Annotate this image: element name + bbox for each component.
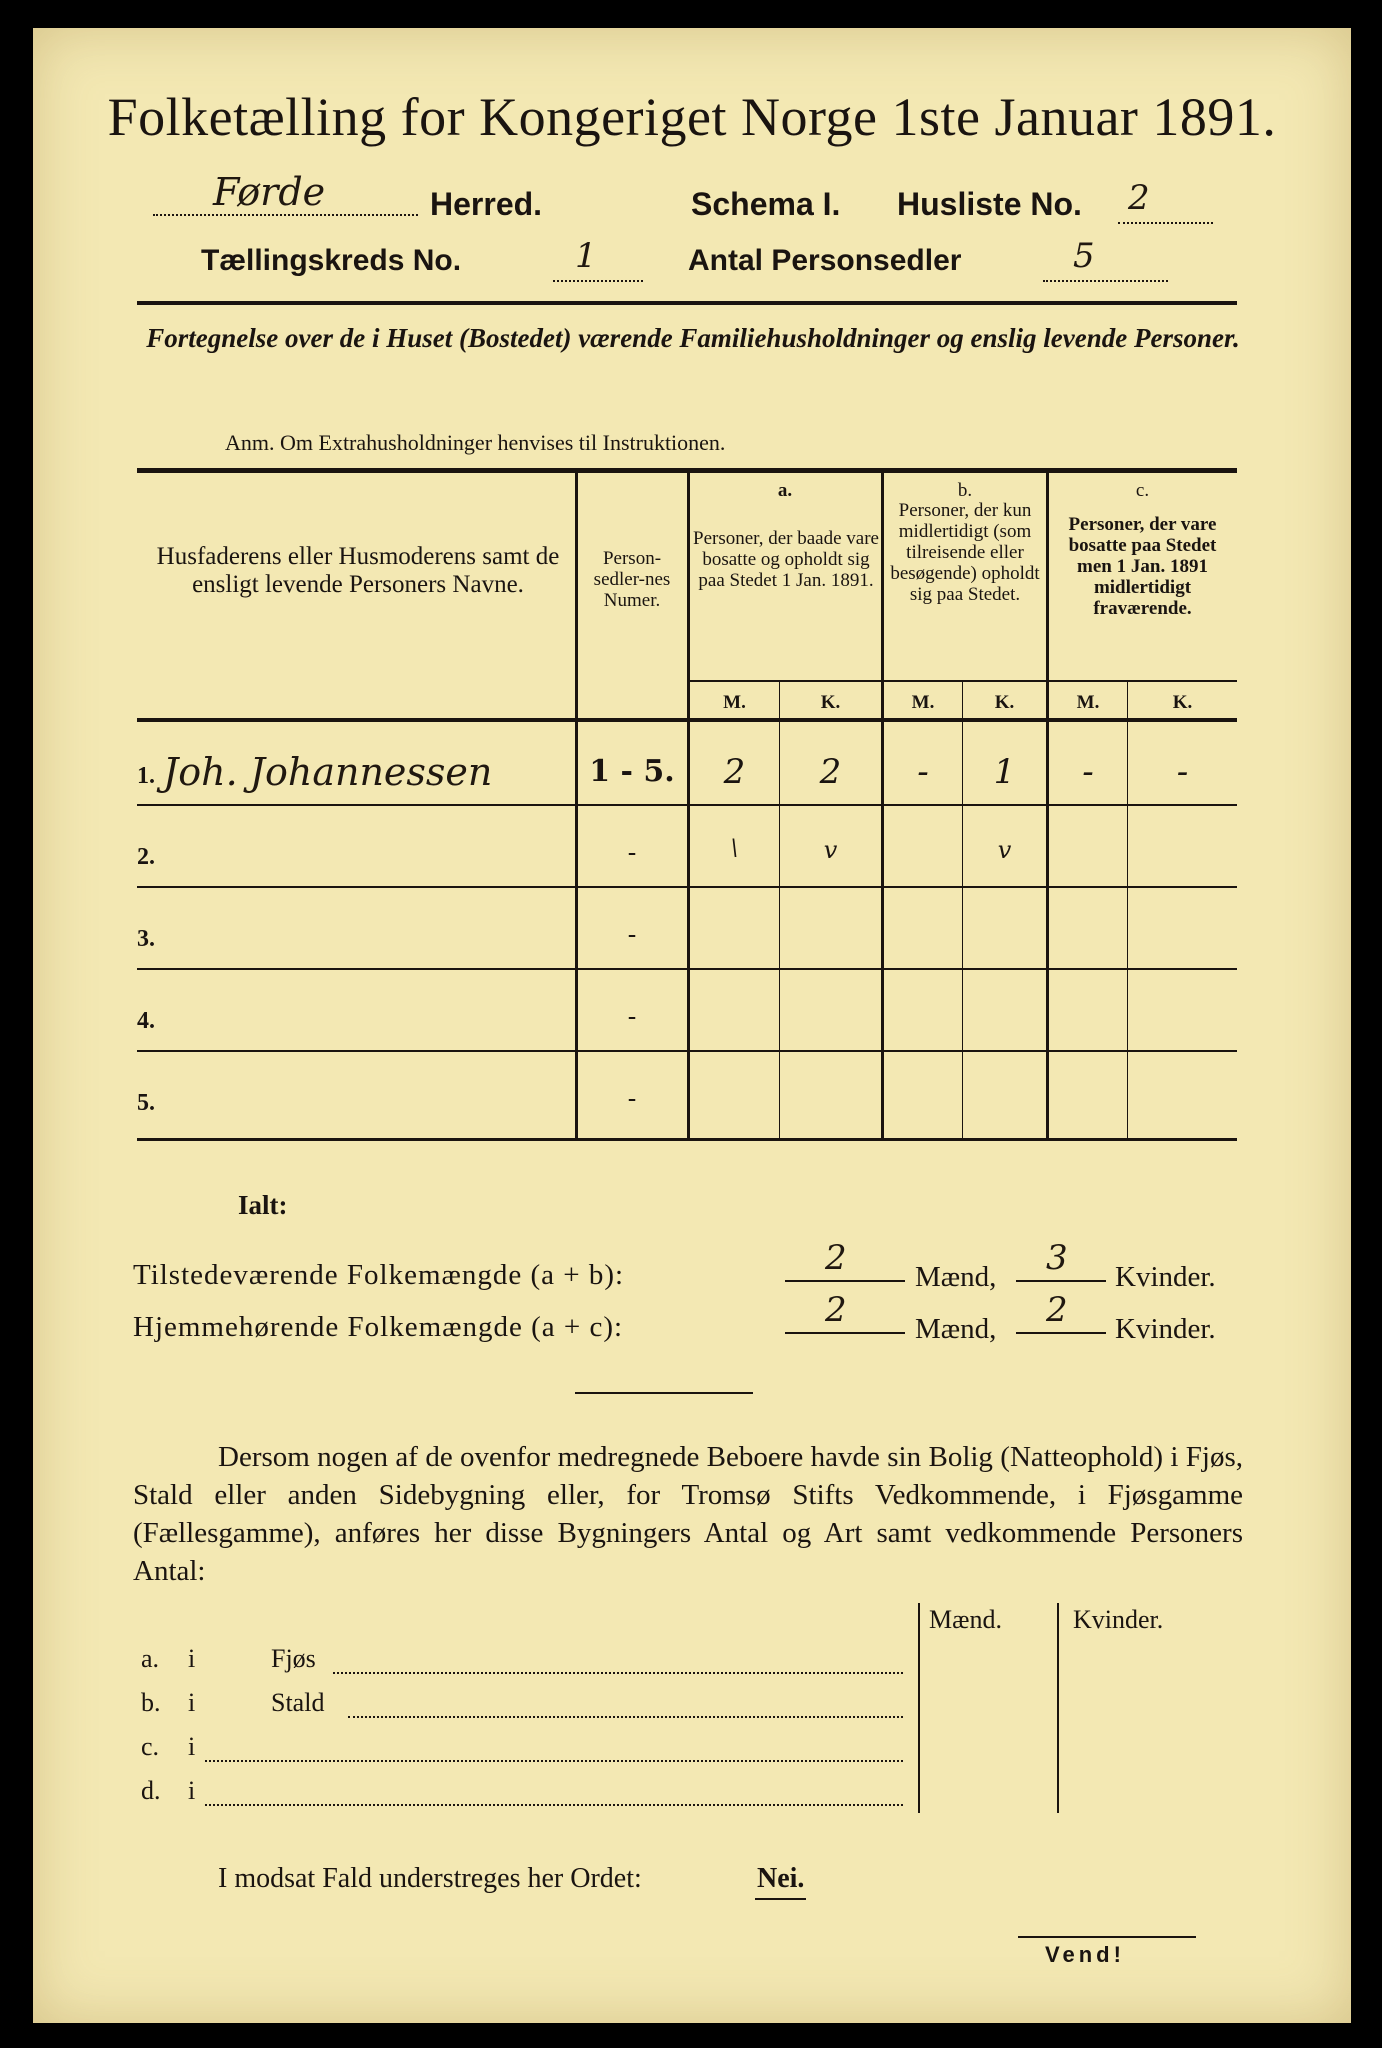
row-number: 2. xyxy=(137,844,155,870)
row-c-k: - xyxy=(1176,752,1189,792)
building-dots xyxy=(333,1648,903,1674)
building-i: i xyxy=(188,1644,196,1673)
b-m-header: M. xyxy=(911,692,935,713)
col-num-header: Person-sedler-nes Numer. xyxy=(593,548,671,611)
mk-rule xyxy=(687,680,1237,682)
col-divider xyxy=(779,680,780,1138)
vend-rule xyxy=(1018,1936,1196,1938)
herred-field xyxy=(153,170,418,216)
col-a-letter: a. xyxy=(777,480,793,501)
building-dots xyxy=(348,1692,903,1718)
a-m-header: M. xyxy=(723,692,746,713)
row-number: 5. xyxy=(137,1090,155,1116)
col-divider xyxy=(962,680,963,1138)
dersom-paragraph: Dersom nogen af de ovenfor medregnede Beboere havde sin Bolig (Natteophold) i Fjøs, Stald eller anden Sidebygning eller, for Tromsø Stifts Vedkommende, i Fjøsgamme (Fællesgamme), anføres her disse Bygningers Antal og Art samt vedkommende Personers Antal: xyxy=(133,1441,1243,1587)
row-c-m: - xyxy=(1082,752,1094,792)
antal-field xyxy=(1043,236,1168,282)
husliste-label: Husliste No. xyxy=(897,186,1082,222)
hjemme-kvinder-field xyxy=(1016,1290,1106,1334)
row-rule xyxy=(137,1050,1237,1052)
row-rule xyxy=(137,886,1237,888)
tilstede-maend-word: Mænd, xyxy=(915,1261,997,1293)
husliste-field xyxy=(1118,178,1213,224)
tilstede-kvinder-word: Kvinder. xyxy=(1115,1261,1216,1293)
tilstede-label: Tilstedeværende Folkemængde (a + b): xyxy=(133,1259,625,1291)
row-b-k: v xyxy=(997,836,1012,864)
row-persnum: - xyxy=(627,1002,637,1032)
building-letter: b. xyxy=(141,1688,161,1717)
a-k-header: K. xyxy=(820,692,841,713)
building-letter: c. xyxy=(141,1732,160,1761)
b-k-header: K. xyxy=(994,692,1015,713)
col-b-header: Personer, der kun midlertidigt (som tilreisende eller besøgende) opholdt sig paa Stedet. xyxy=(890,500,1040,605)
herred-label: Herred. xyxy=(430,186,543,222)
fortegnelse-text: Fortegnelse over de i Huset (Bostedet) værende Familiehusholdninger og enslig levende Personer. xyxy=(146,323,1240,353)
hjemme-maend-field xyxy=(785,1290,905,1334)
row-rule xyxy=(137,804,1237,806)
row-a-k: 2 xyxy=(819,752,842,792)
section-divider xyxy=(575,1392,753,1394)
census-form xyxy=(33,28,1351,2023)
col-c-header: Personer, der vare bosatte paa Stedet men 1 Jan. 1891 midlertidigt fraværende. xyxy=(1068,514,1217,619)
modsat-text: I modsat Fald understreges her Ordet: xyxy=(218,1863,642,1894)
row-persnum: - xyxy=(627,920,637,950)
tilstede-maend-value: 2 xyxy=(825,1238,847,1278)
hjemme-kvinder-word: Kvinder. xyxy=(1115,1313,1216,1345)
row-b-k: 1 xyxy=(993,752,1016,792)
row-number: 4. xyxy=(137,1008,155,1034)
row-a-k: v xyxy=(823,836,838,864)
building-letter: a. xyxy=(141,1644,160,1673)
tilstede-maend-field xyxy=(785,1238,905,1282)
nei-word: Nei. xyxy=(755,1860,806,1900)
building-dots xyxy=(205,1736,903,1762)
kvinder-header: Kvinder. xyxy=(1073,1605,1164,1634)
antal-label: Antal Personsedler xyxy=(688,244,962,277)
vend-text: Vend! xyxy=(1045,1942,1125,1967)
kreds-value: 1 xyxy=(575,236,597,276)
kreds-label: Tællingskreds No. xyxy=(201,244,462,277)
building-i: i xyxy=(188,1688,196,1717)
row-rule xyxy=(137,968,1237,970)
building-i: i xyxy=(188,1732,196,1761)
row-number: 3. xyxy=(137,926,155,952)
row-number: 1. xyxy=(137,763,155,789)
row-persnum: 1 - 5. xyxy=(589,754,675,789)
herred-value: Førde xyxy=(213,170,326,214)
table-bottom-rule xyxy=(137,1138,1237,1141)
hjemme-kvinder-value: 2 xyxy=(1046,1290,1068,1330)
c-k-header: K. xyxy=(1172,692,1193,713)
row-persnum: - xyxy=(627,1084,637,1114)
row-b-m: - xyxy=(917,752,929,792)
hjemme-maend-value: 2 xyxy=(825,1290,847,1330)
col-names-header: Husfaderens eller Husmoderens samt de ensligt levende Personers Navne. xyxy=(156,543,560,598)
col-c-letter: c. xyxy=(1135,480,1150,501)
tilstede-kvinder-field xyxy=(1016,1238,1106,1282)
row-a-m: \ xyxy=(730,836,739,861)
form-title: Folketælling for Kongeriget Norge 1ste Januar 1891. xyxy=(107,87,1277,147)
row-a-m: 2 xyxy=(723,752,746,792)
schema-label: Schema I. xyxy=(691,186,841,222)
c-m-header: M. xyxy=(1076,692,1100,713)
col-a-header: Personer, der baade vare bosatte og opholdt sig paa Stedet 1 Jan. 1891. xyxy=(693,528,879,591)
maend-header: Mænd. xyxy=(929,1605,1002,1634)
kreds-field xyxy=(553,236,643,282)
ialt-label: Ialt: xyxy=(238,1190,288,1220)
col-divider xyxy=(1127,680,1128,1138)
anm-text: Anm. Om Extrahusholdninger henvises til Instruktionen. xyxy=(225,430,726,455)
building-i: i xyxy=(188,1776,196,1805)
husliste-value: 2 xyxy=(1128,178,1150,218)
row-name: Joh. Johannessen xyxy=(163,750,493,794)
antal-value: 5 xyxy=(1073,236,1095,276)
building-letter: d. xyxy=(141,1776,161,1805)
hjemme-label: Hjemmehørende Folkemængde (a + c): xyxy=(133,1311,624,1343)
col-divider xyxy=(918,1603,920,1813)
col-divider xyxy=(1057,1603,1059,1813)
building-dots xyxy=(205,1780,903,1806)
tilstede-kvinder-value: 3 xyxy=(1046,1238,1068,1278)
building-label: Fjøs xyxy=(271,1644,316,1673)
hjemme-maend-word: Mænd, xyxy=(915,1313,997,1345)
building-label: Stald xyxy=(271,1688,325,1717)
col-b-letter: b. xyxy=(957,480,973,501)
row-persnum: - xyxy=(627,838,637,868)
header-rule xyxy=(137,301,1237,305)
